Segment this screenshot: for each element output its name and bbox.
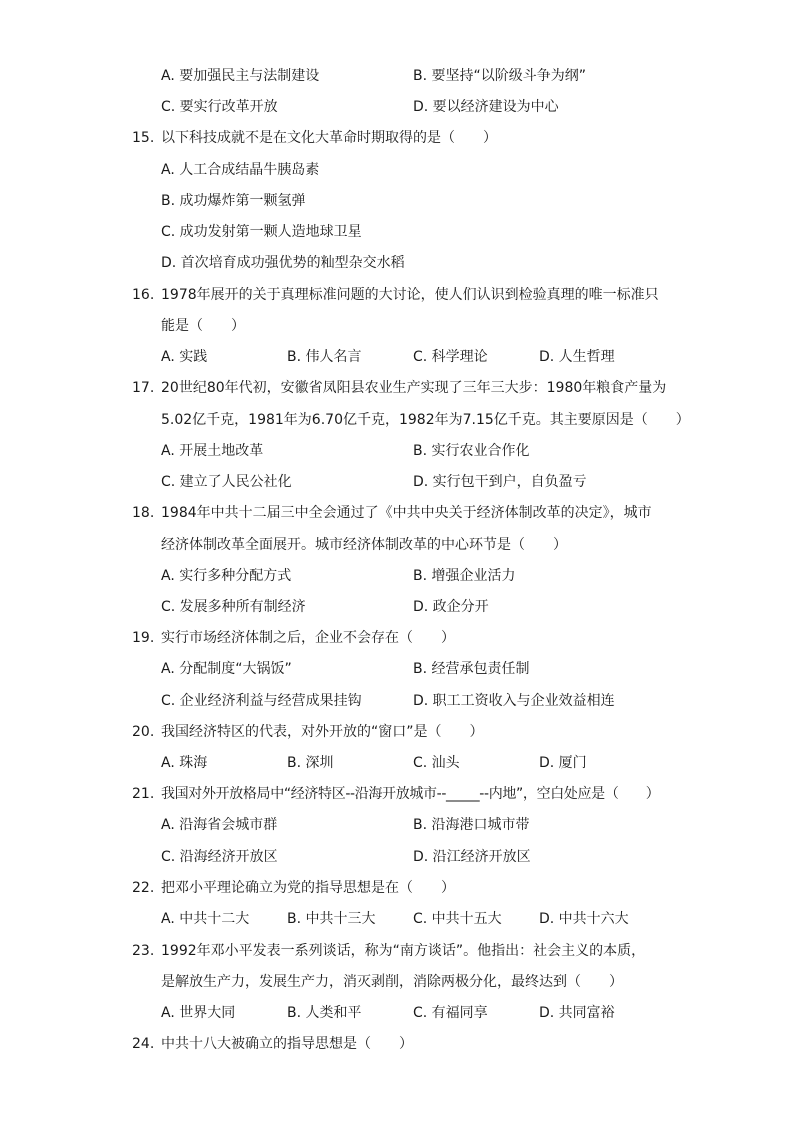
question-text-line-2: 能是（ ） xyxy=(161,318,245,334)
option-d: D. 共同富裕 xyxy=(539,1005,615,1021)
option-b: B. 伟人名言 xyxy=(287,349,362,365)
option-b: B. 人类和平 xyxy=(287,1005,362,1021)
question-text: 我国经济特区的代表，对外开放的“窗口”是（ ） xyxy=(161,724,484,740)
question-text-line-2: 是解放生产力，发展生产力，消灭剥削，消除两极分化，最终达到（ ） xyxy=(161,974,623,990)
option-c: C. 成功发射第一颗人造地球卫星 xyxy=(161,224,362,240)
question-number: 21. xyxy=(132,786,155,802)
option-b: B. 中共十三大 xyxy=(287,911,376,927)
question-number: 15. xyxy=(132,130,155,146)
option-d: D. 人生哲理 xyxy=(539,349,615,365)
option-b: B. 深圳 xyxy=(287,755,334,771)
question-number: 24. xyxy=(132,1036,155,1052)
option-d: D. 职工工资收入与企业效益相连 xyxy=(413,693,615,709)
option-d: D. 沿江经济开放区 xyxy=(413,849,531,865)
question-text-line-1: 1992年邓小平发表一系列谈话，称为“南方谈话”。他指出：社会主义的本质， xyxy=(161,943,646,959)
question-text-line-1: 1984年中共十二届三中全会通过了《中共中央关于经济体制改革的决定》，城市 xyxy=(161,505,652,521)
option-b: B. 沿海港口城市带 xyxy=(413,817,530,833)
question-number: 18. xyxy=(132,505,155,521)
option-c: C. 发展多种所有制经济 xyxy=(161,599,306,615)
option-b: B. 实行农业合作化 xyxy=(413,443,530,459)
question-text: 我国对外开放格局中“经济特区--沿海开放城市--_____--内地”，空白处应是（ ） xyxy=(161,786,660,802)
question-number: 22. xyxy=(132,880,155,896)
question-number: 17. xyxy=(132,380,155,396)
question-number: 16. xyxy=(132,287,155,303)
option-b: B. 经营承包责任制 xyxy=(413,661,530,677)
option-a: A. 人工合成结晶牛胰岛素 xyxy=(161,162,320,178)
question-text: 中共十八大被确立的指导思想是（ ） xyxy=(161,1036,413,1052)
question-text: 实行市场经济体制之后，企业不会存在（ ） xyxy=(161,630,455,646)
question-text-line-1: 1978年展开的关于真理标准问题的大讨论，使人们认识到检验真理的唯一标准只 xyxy=(161,287,659,303)
option-c: C. 汕头 xyxy=(413,755,460,771)
option-a: A. 世界大同 xyxy=(161,1005,236,1021)
option-b: B. 成功爆炸第一颗氢弹 xyxy=(161,193,306,209)
question-number: 23. xyxy=(132,943,155,959)
question-text-line-2: 5.02亿千克，1981年为6.70亿千克，1982年为7.15亿千克。其主要原因是（ ） xyxy=(161,412,690,428)
question-number: 19. xyxy=(132,630,155,646)
option-a: A. 珠海 xyxy=(161,755,208,771)
option-d: D. 政企分开 xyxy=(413,599,489,615)
option-d: D. 中共十六大 xyxy=(539,911,629,927)
option-d: D. 要以经济建设为中心 xyxy=(413,99,559,115)
option-b: B. 增强企业活力 xyxy=(413,568,516,584)
option-c: C. 科学理论 xyxy=(413,349,488,365)
option-c: C. 有福同享 xyxy=(413,1005,488,1021)
question-text: 以下科技成就不是在文化大革命时期取得的是（ ） xyxy=(161,130,497,146)
option-c: C. 企业经济利益与经营成果挂钩 xyxy=(161,693,362,709)
option-a: A. 沿海省会城市群 xyxy=(161,817,278,833)
option-c: C. 沿海经济开放区 xyxy=(161,849,278,865)
option-d: D. 厦门 xyxy=(539,755,587,771)
option-c: C. 中共十五大 xyxy=(413,911,502,927)
question-text: 把邓小平理论确立为党的指导思想是在（ ） xyxy=(161,880,455,896)
option-b: B. 要坚持“以阶级斗争为纲” xyxy=(413,68,587,84)
option-a: A. 中共十二大 xyxy=(161,911,250,927)
question-number: 20. xyxy=(132,724,155,740)
question-text-line-2: 经济体制改革全面展开。城市经济体制改革的中心环节是（ ） xyxy=(161,537,567,553)
option-a: A. 开展土地改革 xyxy=(161,443,264,459)
option-c: C. 要实行改革开放 xyxy=(161,99,278,115)
option-a: A. 要加强民主与法制建设 xyxy=(161,68,320,84)
question-text-line-1: 20世纪80年代初，安徽省凤阳县农业生产实现了三年三大步：1980年粮食产量为 xyxy=(161,380,667,396)
option-d: D. 实行包干到户，自负盈亏 xyxy=(413,474,587,490)
option-a: A. 实行多种分配方式 xyxy=(161,568,292,584)
option-a: A. 实践 xyxy=(161,349,208,365)
option-c: C. 建立了人民公社化 xyxy=(161,474,292,490)
option-a: A. 分配制度“大锅饭” xyxy=(161,661,292,677)
option-d: D. 首次培育成功强优势的籼型杂交水稻 xyxy=(161,255,405,271)
